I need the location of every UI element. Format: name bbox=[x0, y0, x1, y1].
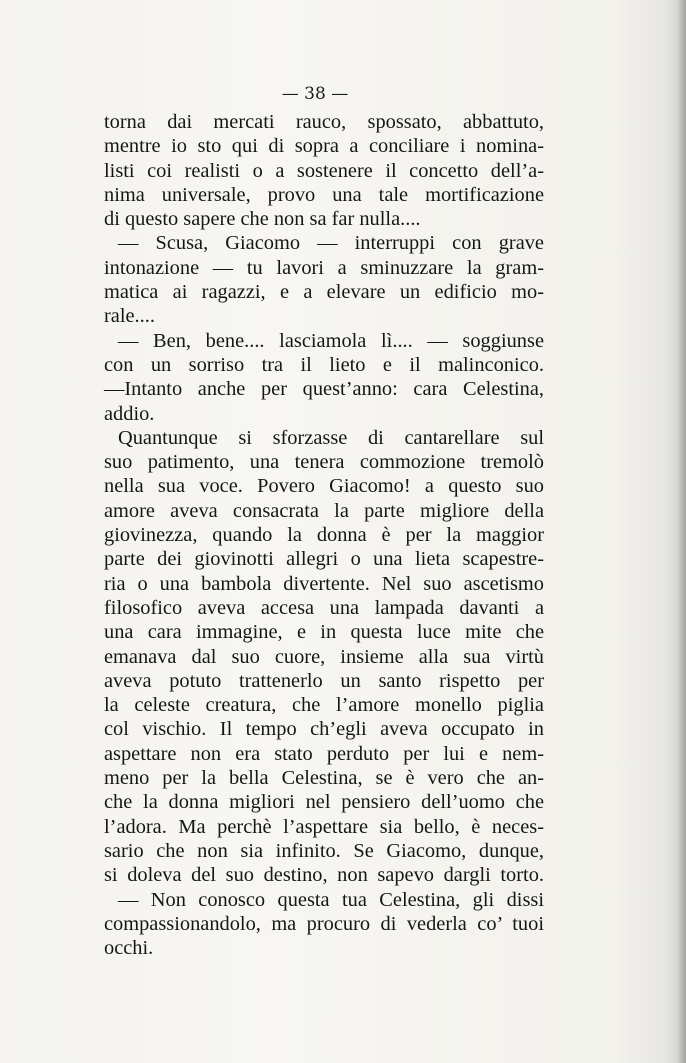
text-line: di questo sapere che non sa far nulla.... bbox=[104, 208, 421, 231]
text-line: sario che non sia infinito. Se Giacomo, dunque, bbox=[104, 839, 544, 862]
text-line: listi coi realisti o a sostenere il concetto dell’a- bbox=[104, 159, 544, 182]
text-line: con un sorriso tra il lieto e il malinconico. bbox=[104, 353, 544, 376]
page-edge-shadow bbox=[677, 0, 686, 1063]
text-line: nella sua voce. Povero Giacomo! a questo suo bbox=[104, 475, 544, 498]
text-line: Quantunque si sforzasse di cantarellare sul bbox=[118, 426, 544, 449]
text-line: suo patimento, una tenera commozione tremolò bbox=[104, 451, 544, 474]
text-line: parte dei giovinotti allegri o una lieta scapestre- bbox=[104, 548, 544, 571]
text-line: — Non conosco questa tua Celestina, gli dissi bbox=[118, 888, 544, 911]
text-line: aveva potuto trattenerlo un santo rispetto per bbox=[104, 669, 544, 692]
text-line: che la donna migliori nel pensiero dell’uomo che bbox=[104, 791, 544, 814]
text-line: l’adora. Ma perchè l’aspettare sia bello, è neces- bbox=[104, 815, 544, 838]
text-line: mentre io sto qui di sopra a conciliare i nomina- bbox=[104, 135, 544, 158]
text-line: addio. bbox=[104, 402, 155, 425]
text-line: si doleva del suo destino, non sapevo dargli torto. bbox=[104, 864, 544, 887]
text-line: — Scusa, Giacomo — interruppi con grave bbox=[118, 232, 544, 255]
page-number: — 38 — bbox=[281, 84, 349, 104]
text-line: —Intanto anche per quest’anno: cara Celestina, bbox=[104, 378, 544, 401]
text-line: col vischio. Il tempo ch’egli aveva occupato in bbox=[104, 718, 544, 741]
text-line: — Ben, bene.... lasciamola lì.... — soggiunse bbox=[118, 329, 544, 352]
text-line: rale.... bbox=[104, 305, 155, 328]
text-line: torna dai mercati rauco, spossato, abbattuto, bbox=[104, 111, 544, 133]
text-line: ria o una bambola divertente. Nel suo ascetismo bbox=[104, 572, 544, 595]
text-line: compassionandolo, ma procuro di vederla co’ tuoi bbox=[104, 912, 544, 935]
text-line: la celeste creatura, che l’amore monello piglia bbox=[104, 694, 544, 717]
text-line: meno per la bella Celestina, se è vero che an- bbox=[104, 767, 544, 790]
text-line: aspettare non era stato perduto per lui e nem- bbox=[104, 742, 544, 765]
body-text bbox=[104, 110, 544, 960]
text-line: filosofico aveva accesa una lampada davanti a bbox=[104, 596, 544, 619]
text-line: amore aveva consacrata la parte migliore della bbox=[104, 499, 544, 522]
text-line: nima universale, provo una tale mortificazione bbox=[104, 183, 544, 206]
text-line: intonazione — tu lavori a sminuzzare la gram- bbox=[104, 256, 544, 279]
text-line: giovinezza, quando la donna è per la maggior bbox=[104, 524, 544, 547]
text-line: occhi. bbox=[104, 937, 154, 960]
text-line: matica ai ragazzi, e a elevare un edificio mo- bbox=[104, 281, 544, 304]
text-line: emanava dal suo cuore, insieme alla sua virtù bbox=[104, 645, 544, 668]
text-line: una cara immagine, e in questa luce mite che bbox=[104, 621, 544, 644]
